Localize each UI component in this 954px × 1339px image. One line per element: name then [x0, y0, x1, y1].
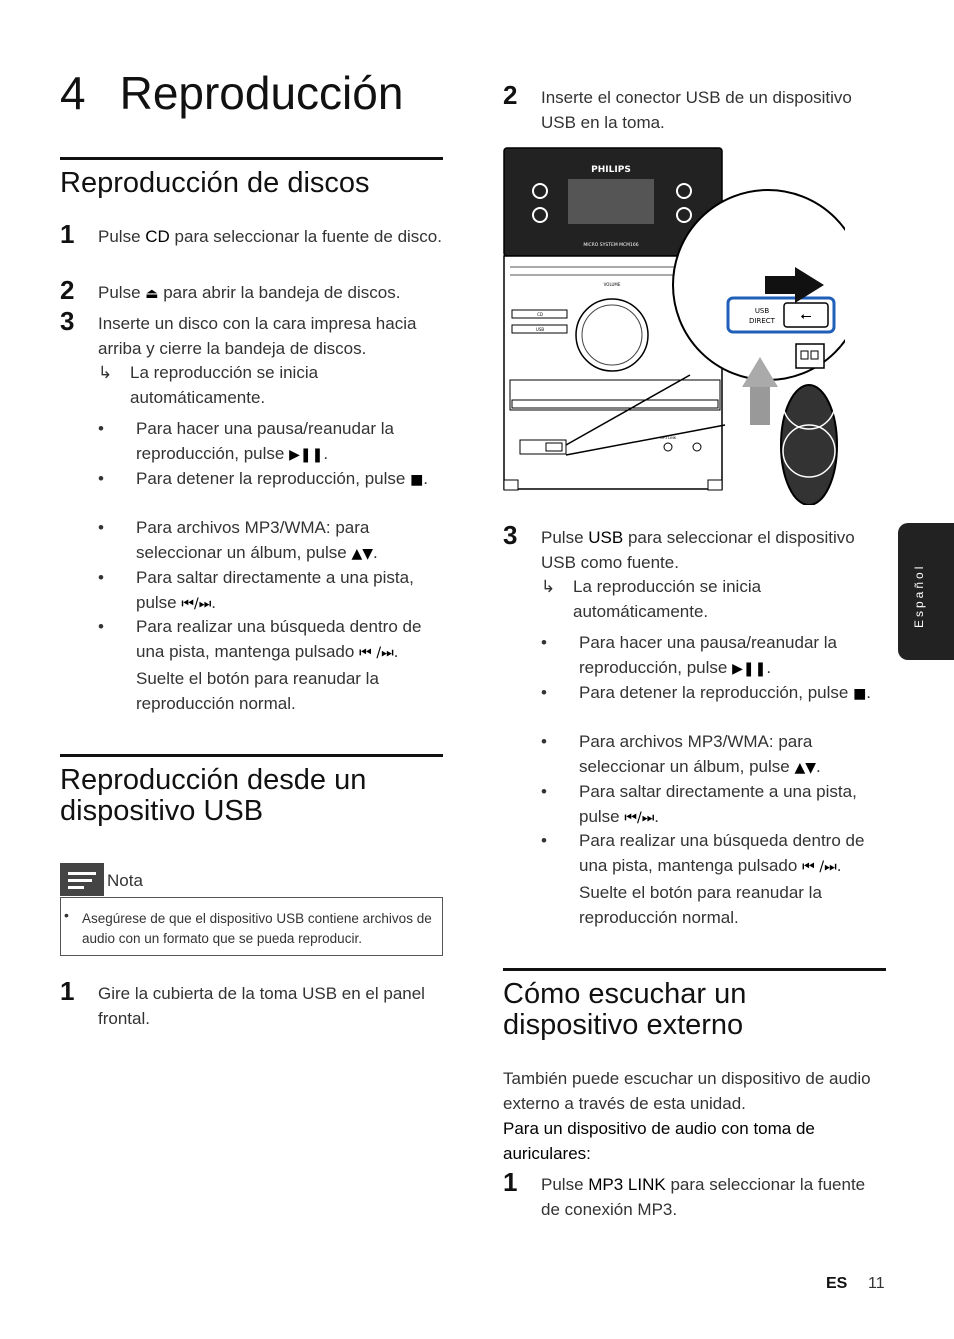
usb-button-label: USB	[535, 327, 545, 332]
keyword-mp3link: MP3 LINK	[588, 1175, 666, 1194]
section-title-usb: Reproducción desde un dispositivo USB	[60, 764, 367, 827]
list-item: • Para realizar una búsqueda dentro de una pista, mantenga pulsado ⏮ /⏭. Suelte el botón para reanudar la reproducción normal.	[98, 617, 422, 713]
step-number: 1	[60, 219, 75, 249]
chapter-number: 4	[60, 67, 86, 119]
step-text: Pulse CD para seleccionar la fuente de disco.	[98, 227, 442, 246]
eject-icon: ⏏	[145, 286, 159, 302]
usb-direct-label-2: DIRECT	[749, 317, 775, 325]
subheading: Para un dispositivo de audio con toma de auriculares:	[503, 1119, 815, 1163]
list-item: • Para archivos MP3/WMA: para seleccionar un álbum, pulse ▲▼.	[541, 732, 821, 776]
brand-label: PHILIPS	[591, 165, 631, 175]
usb-insert-illustration	[500, 145, 845, 505]
list-item: • Para archivos MP3/WMA: para seleccionar un álbum, pulse ▲▼.	[98, 518, 378, 562]
next-icon: /⏭	[819, 859, 837, 875]
step-number: 2	[60, 275, 75, 305]
section-title-external: Cómo escuchar un dispositivo externo	[503, 978, 747, 1041]
list-item: • Para hacer una pausa/reanudar la reproducción, pulse ▶❚❚.	[98, 419, 395, 463]
play-pause-icon: ▶❚❚	[732, 661, 767, 677]
step-text: Inserte el conector USB de un dispositivo USB en la toma.	[541, 88, 852, 132]
intro-text: También puede escuchar un dispositivo de audio externo a través de esta unidad.	[503, 1069, 871, 1113]
list-item: • Para saltar directamente a una pista, pulse ⏮/⏭.	[541, 782, 857, 826]
step-number: 1	[503, 1167, 518, 1197]
step-number: 1	[60, 976, 75, 1006]
step-text: Pulse MP3 LINK para seleccionar la fuente de conexión MP3.	[541, 1175, 866, 1219]
cd-button-label: CD	[537, 312, 543, 317]
volume-label: VOLUME	[603, 282, 621, 287]
list-item: • Para detener la reproducción, pulse ■.	[98, 469, 429, 488]
chapter-title	[60, 66, 403, 120]
prev-next-icon: ⏮/⏭	[624, 810, 655, 826]
note-bullet: •	[64, 907, 69, 923]
keyword-cd: CD	[145, 227, 170, 246]
step-number: 3	[60, 306, 75, 336]
section-rule	[503, 968, 886, 971]
language-tab	[898, 523, 954, 660]
result-line: ↳ La reproducción se inicia automáticamente.	[130, 360, 430, 410]
page-number: 11	[868, 1275, 885, 1292]
stop-icon: ■	[853, 686, 867, 702]
list-item: • Para hacer una pausa/reanudar la reproducción, pulse ▶❚❚.	[541, 633, 838, 677]
prev-icon: ⏮	[802, 859, 815, 875]
step-text: Inserte un disco con la cara impresa hacia arriba y cierre la bandeja de discos.	[98, 314, 417, 358]
step-text: Pulse USB para seleccionar el dispositivo USB como fuente.	[541, 528, 855, 572]
footer-language: ES	[826, 1275, 848, 1292]
section-title-discs: Reproducción de discos	[60, 167, 370, 199]
result-line: ↳ La reproducción se inicia automáticamente.	[573, 574, 873, 624]
section-rule	[60, 157, 443, 160]
step-text: Pulse ⏏ para abrir la bandeja de discos.	[98, 283, 401, 302]
list-item: • Para detener la reproducción, pulse ■.	[541, 683, 872, 702]
result-arrow-icon: ↳	[98, 363, 113, 382]
note-label: Nota	[107, 871, 143, 890]
prev-next-icon: ⏮/⏭	[181, 596, 212, 612]
chapter-name: Reproducción	[119, 67, 404, 119]
language-tab-label: Español	[912, 563, 926, 628]
next-icon: /⏭	[376, 645, 394, 661]
usb-port-icon: ⭠	[800, 308, 812, 324]
stop-icon: ■	[410, 472, 424, 488]
list-item: • Para saltar directamente a una pista, pulse ⏮/⏭.	[98, 568, 414, 612]
step-text: Gire la cubierta de la toma USB en el panel frontal.	[98, 984, 425, 1028]
step-number: 2	[503, 80, 518, 110]
note-text: Asegúrese de que el dispositivo USB contiene archivos de audio con un formato que se pueda reproducir.	[82, 911, 432, 946]
model-label: MICRO SYSTEM MCM166	[583, 243, 639, 248]
note-icon	[60, 863, 104, 896]
mp3link-label: MP3 LINK	[659, 436, 677, 440]
step-number: 3	[503, 520, 518, 550]
usb-direct-label-1: USB	[754, 307, 770, 315]
result-arrow-icon: ↳	[541, 577, 556, 596]
up-down-icon: ▲▼	[794, 760, 817, 776]
section-rule	[60, 754, 443, 757]
up-down-icon: ▲▼	[351, 546, 374, 562]
play-pause-icon: ▶❚❚	[289, 447, 324, 463]
list-item: • Para realizar una búsqueda dentro de una pista, mantenga pulsado ⏮ /⏭. Suelte el botón para reanudar la reproducción normal.	[541, 831, 865, 927]
prev-icon: ⏮	[359, 645, 372, 661]
keyword-usb: USB	[588, 528, 624, 547]
